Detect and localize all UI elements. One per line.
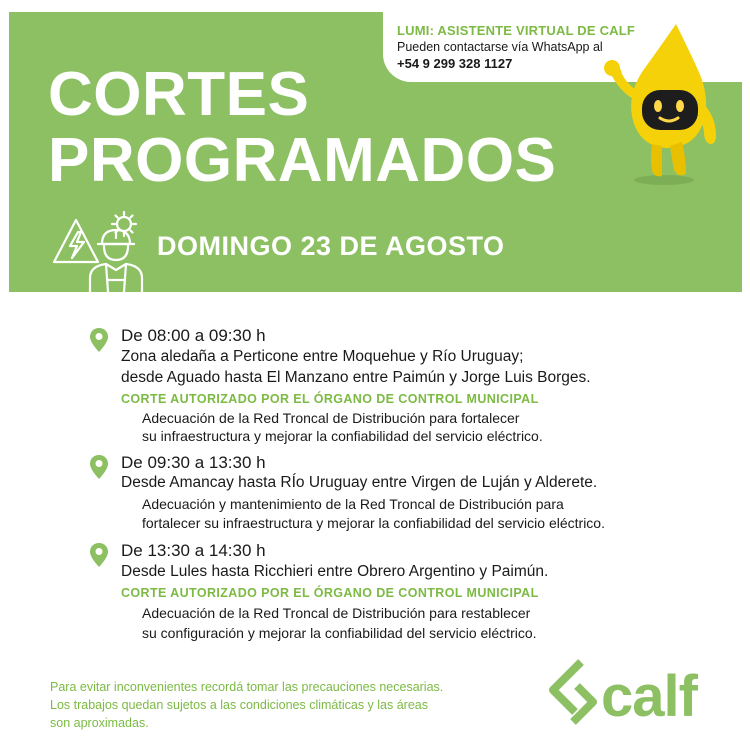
footer-line: Los trabajos quedan sujetos a las condiciones climáticas y las áreas [50,698,428,712]
authorization-label: CORTE AUTORIZADO POR EL ÓRGANO DE CONTROL MUNICIPAL [121,586,539,600]
electric-worker-icon [50,206,146,292]
title-line-1: CORTES [48,60,310,129]
lumi-title: LUMI: ASISTENTE VIRTUAL DE CALF [397,23,636,38]
footer-notice [50,678,520,732]
authorization-label: CORTE AUTORIZADO POR EL ÓRGANO DE CONTROL MUNICIPAL [121,392,539,406]
outage-location-line: Zona aledaña a Perticone entre Moquehue y Río Uruguay; [121,348,524,365]
calf-logo [547,656,722,728]
location-pin-icon [90,455,108,479]
outage-description-line: fortalecer su infraestructura y mejorar la confiabilidad del servicio eléctrico. [142,515,605,531]
page-title [48,62,556,194]
location-pin-icon [90,328,108,352]
footer-line: son aproximadas. [50,716,149,730]
lumi-mascot [598,20,728,188]
outage-description-line: Adecuación de la Red Troncal de Distribución para fortalecer [142,410,520,426]
lumi-contact-text: Pueden contactarse vía WhatsApp al [397,40,603,54]
outage-description-line: Adecuación de la Red Troncal de Distribución para restablecer [142,605,531,621]
outage-location-line: Desde Amancay hasta RÍo Uruguay entre Virgen de Luján y Alderete. [121,474,598,491]
outage-description-line: Adecuación y mantenimiento de la Red Troncal de Distribución para [142,496,564,512]
outage-time: De 09:30 a 13:30 h [121,453,266,472]
outage-time: De 08:00 a 09:30 h [121,326,266,345]
outage-time: De 13:30 a 14:30 h [121,541,266,560]
outage-description-line: su configuración y mejorar la confiabilidad del servicio eléctrico. [142,625,537,641]
lumi-phone[interactable]: +54 9 299 328 1127 [397,56,513,71]
outage-description-line: su infraestructura y mejorar la confiabilidad del servicio eléctrico. [142,428,543,444]
outage-location-line: desde Aguado hasta El Manzano entre Paimún y Jorge Luis Borges. [121,369,591,386]
footer-line: Para evitar inconvenientes recordá tomar las precauciones necesarias. [50,680,444,694]
title-line-2: PROGRAMADOS [48,126,557,195]
location-pin-icon [90,543,108,567]
calf-logo-text: calf [601,664,697,728]
outage-date: DOMINGO 23 DE AGOSTO [157,231,505,261]
outage-location-line: Desde Lules hasta Ricchieri entre Obrero Argentino y Paimún. [121,563,549,580]
